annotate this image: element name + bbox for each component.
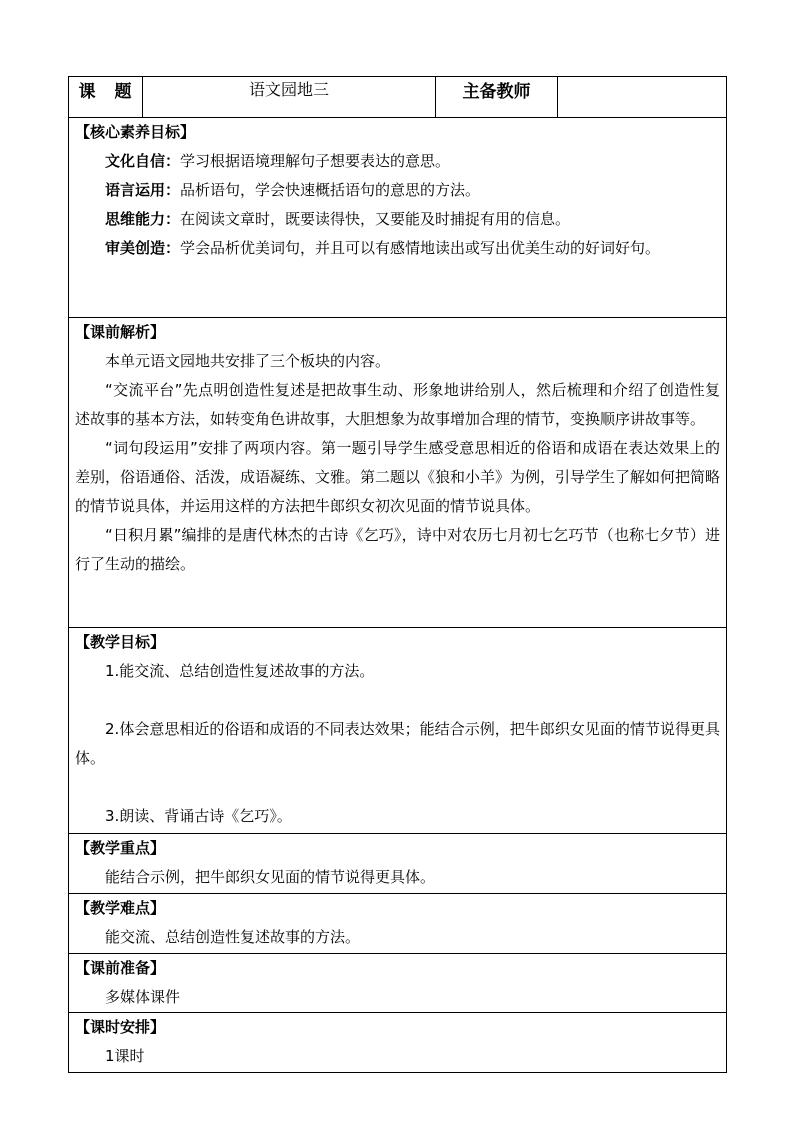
teacher-label: 主备教师 — [436, 77, 558, 118]
core-item-text: 学会品析优美词句，并且可以有感情地读出或写出优美生动的好词好句。 — [180, 239, 661, 257]
key-point-title: 【教学重点】 — [75, 839, 166, 857]
goals-title: 【教学目标】 — [75, 633, 166, 651]
core-item-label: 语言运用： — [105, 181, 181, 199]
lesson-plan-page — [68, 76, 726, 1073]
core-item-text: 学习根据语境理解句子想要表达的意思。 — [180, 152, 451, 170]
goal-spacer — [69, 773, 726, 802]
prep-section — [69, 954, 727, 1013]
difficulty-section — [69, 894, 727, 954]
goal-item: 2.体会意思相近的俗语和成语的不同表达效果；能结合示例，把牛郎织女见面的情节说得更具体。 — [75, 720, 720, 767]
schedule-title: 【课时安排】 — [75, 1018, 166, 1036]
topic-label: 课 题 — [69, 77, 143, 118]
core-item — [69, 147, 726, 176]
difficulty-text: 能交流、总结创造性复述故事的方法。 — [105, 928, 361, 946]
core-item-text: 品析语句，学会快速概括语句的意思的方法。 — [180, 181, 481, 199]
analysis-section — [69, 318, 727, 628]
core-item — [69, 176, 726, 205]
core-item-label: 审美创造： — [105, 239, 181, 257]
core-title: 【核心素养目标】 — [75, 123, 196, 141]
core-item-label: 文化自信： — [105, 152, 181, 170]
analysis-paragraph: “交流平台”先点明创造性复述是把故事生动、形象地讲给别人，然后梳理和介绍了创造性复述故事的基本方法，如转变角色讲故事，大胆想象为故事增加合理的情节，变换顺序讲故事等。 — [75, 381, 720, 428]
schedule-text: 1课时 — [105, 1047, 145, 1065]
difficulty-title: 【教学难点】 — [75, 899, 166, 917]
analysis-paragraph: “词句段运用”安排了两项内容。第一题引导学生感受意思相近的俗语和成语在表达效果上的差别，俗语通俗、活泼，成语凝练、文雅。第二题以《狼和小羊》为例，引导学生了解如何把简略的情节说具体，并运用这样的方法把牛郎织女初次见面的情节说具体。 — [75, 439, 721, 515]
teacher-value — [558, 77, 727, 118]
core-item-text: 在阅读文章时，既要读得快，又要能及时捕捉有用的信息。 — [180, 210, 571, 228]
core-section — [69, 118, 727, 318]
goal-item: 1.能交流、总结创造性复述故事的方法。 — [105, 662, 375, 680]
core-item — [69, 234, 726, 263]
schedule-section — [69, 1013, 727, 1073]
lesson-plan-table — [68, 76, 727, 1073]
core-item-label: 思维能力： — [105, 210, 181, 228]
prep-title: 【课前准备】 — [75, 959, 166, 977]
analysis-paragraph: “日积月累”编排的是唐代林杰的古诗《乞巧》，诗中对农历七月初七乞巧节（也称七夕节）进行了生动的描绘。 — [75, 526, 720, 573]
header-row — [69, 77, 727, 118]
goal-spacer — [69, 686, 726, 715]
goal-item: 3.朗读、背诵古诗《乞巧》。 — [105, 807, 292, 825]
analysis-paragraph: 本单元语文园地共安排了三个板块的内容。 — [105, 352, 391, 370]
key-point-text: 能结合示例，把牛郎织女见面的情节说得更具体。 — [105, 868, 436, 886]
prep-text: 多媒体课件 — [105, 988, 181, 1006]
core-item — [69, 205, 726, 234]
key-point-section — [69, 834, 727, 894]
goals-section — [69, 628, 727, 834]
analysis-title: 【课前解析】 — [75, 323, 166, 341]
topic-value: 语文园地三 — [143, 77, 436, 118]
